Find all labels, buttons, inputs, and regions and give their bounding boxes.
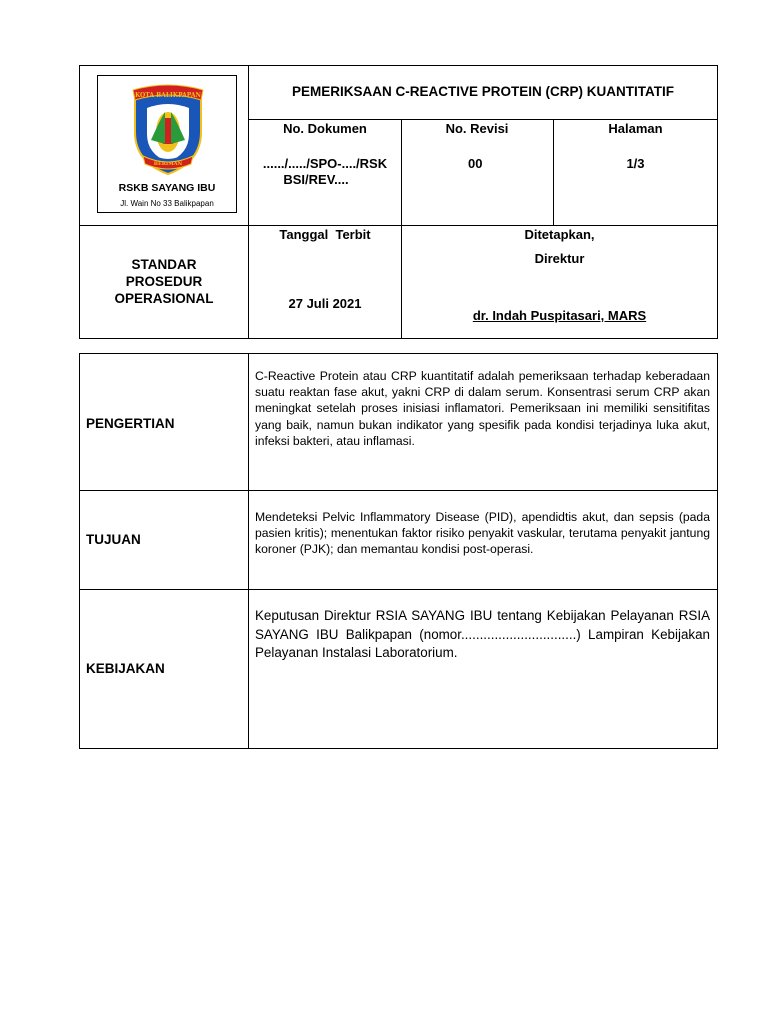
org-address: Jl. Wain No 33 Balikpapan: [120, 199, 214, 208]
logo-banner-bottom: BERIMAN: [153, 161, 183, 167]
balikpapan-city-seal-icon: [129, 82, 207, 176]
director-title: Direktur: [534, 251, 585, 266]
document-title: PEMERIKSAAN C-REACTIVE PROTEIN (CRP) KUANTITATIF: [292, 84, 674, 99]
org-name: RSKB SAYANG IBU: [118, 182, 216, 194]
section-label-kebijakan: KEBIJAKAN: [86, 661, 165, 676]
sop-label-line1: STANDAR: [131, 257, 197, 272]
section-text-tujuan: Mendeteksi Pelvic Inflammatory Disease (PID), apendidtis akut, dan sepsis (pada pasien kritis); menentukan faktor risiko penyakit vaskular, terutama penyakit jantung koroner (PJK); dan memantau kondisi post-operasi.: [255, 510, 710, 557]
page-value: 1/3: [626, 156, 645, 171]
doc-no-value-line1: ....../...../SPO-..../RSK: [262, 156, 388, 171]
sop-label-line3: OPERASIONAL: [114, 291, 214, 306]
sop-label: [80, 256, 248, 307]
logo-banner-top: KOTA BALIKPAPAN: [134, 92, 202, 99]
doc-no-label: No. Dokumen: [283, 121, 367, 136]
sop-label-line2: PROSEDUR: [125, 274, 203, 289]
established-label: Ditetapkan,: [524, 227, 595, 242]
section-text-pengertian: C-Reactive Protein atau CRP kuantitatif adalah pemeriksaan terhadap keberadaan suatu reaktan fase akut, yakni CRP di dalam serum. Konsentrasi serum CRP akan meningkat setelah proses inisiasi inflamatori. Pemeriksaan ini memiliki sensitifitas yang baik, namun bukan indikator yang spesifik pada kondisi terjadinya luka akut, infeksi bakteri, atau inflamasi.: [255, 369, 710, 448]
page-label: Halaman: [608, 121, 663, 136]
section-label-pengertian: PENGERTIAN: [86, 416, 175, 431]
revision-label: No. Revisi: [445, 121, 509, 136]
issue-date-value: 27 Juli 2021: [288, 296, 362, 311]
issue-date-label: Tanggal Terbit: [279, 227, 371, 242]
revision-value: 00: [468, 156, 483, 171]
section-label-tujuan: TUJUAN: [86, 532, 141, 547]
doc-no-value-line2: BSI/REV....: [283, 172, 349, 187]
section-text-kebijakan: Keputusan Direktur RSIA SAYANG IBU tentang Kebijakan Pelayanan RSIA SAYANG IBU Balikpapan (nomor...............................) Lampiran Kebijakan Pelayanan Instalasi Laboratorium.: [255, 608, 710, 660]
director-name: dr. Indah Puspitasari, MARS: [472, 308, 647, 323]
